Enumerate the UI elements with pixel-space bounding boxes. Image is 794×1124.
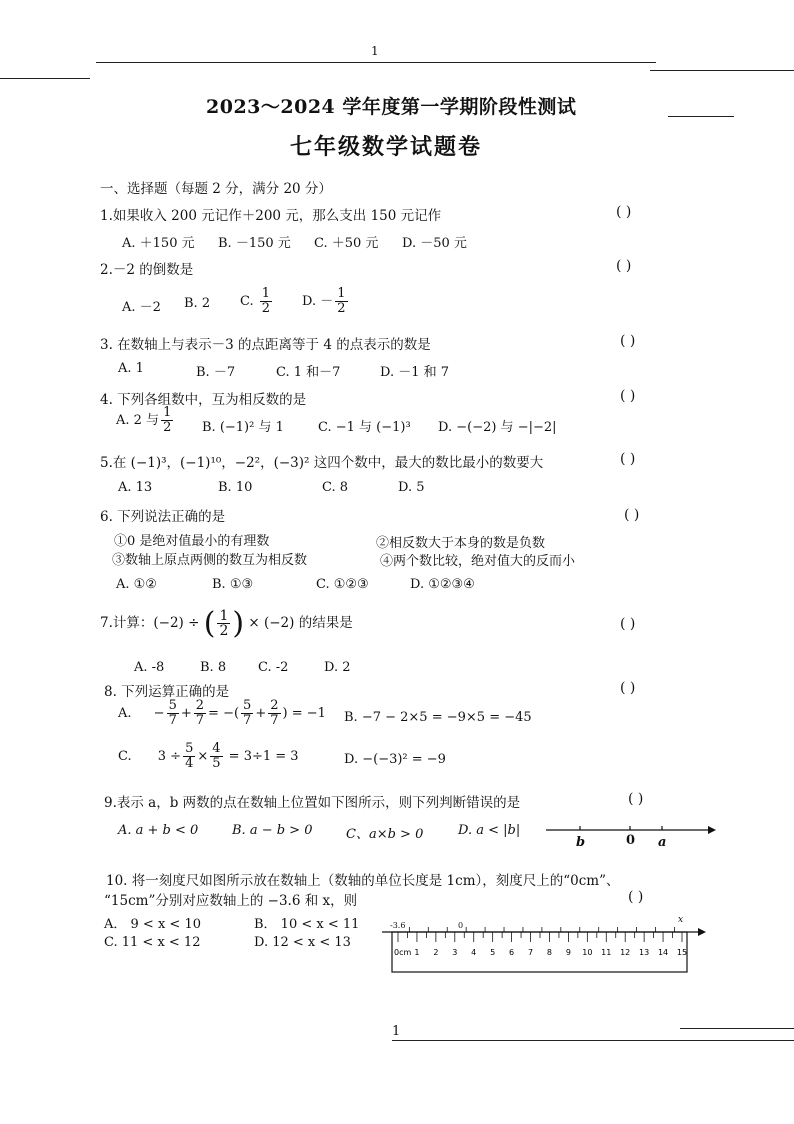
fraction: $\frac{2}{7}$ <box>270 698 279 728</box>
q8-option-b[interactable]: B. −7 − 2×5 = −9×5 = −45 <box>344 710 532 725</box>
fraction: $\frac{5}{7}$ <box>243 698 252 728</box>
q8-option-a-label: A. <box>118 706 132 721</box>
q6-statement-3: ③数轴上原点两侧的数互为相反数 <box>112 553 308 568</box>
q2-option-a[interactable]: A. －2 <box>122 300 161 315</box>
denominator: 2 <box>261 301 271 316</box>
page-number-bottom: 1 <box>392 1024 401 1039</box>
q4-option-a-label: A. 2 与 <box>116 413 160 428</box>
q8-option-c[interactable]: C. 3 ÷ $\frac{5}{4}$ × $\frac{4}{5}$ = 3÷1 = 3 <box>118 741 299 771</box>
q8-option-a-tail: = −1 <box>291 706 326 721</box>
denominator: 2 <box>337 301 346 316</box>
ruler-figure <box>382 922 712 974</box>
ruler-label: 3 <box>452 948 458 957</box>
question-10-stem-line1: 10. 将一刻度尺如图所示放在数轴上（数轴的单位长度是 1cm），刻度尺上的“0cm”、 <box>106 873 620 889</box>
exam-title: 2023～2024 学年度第一学期阶段性测试 <box>206 96 577 118</box>
q2-option-c[interactable] <box>240 287 274 316</box>
fraction: $\frac{4}{5}$ <box>212 741 221 771</box>
q8-option-a[interactable]: A. − $\frac{5}{7}$ + $\frac{2}{7}$ = −( $\frac{5}{7}$ + $\frac{2}{7}$ ) = −1 <box>118 698 326 728</box>
ruler-label: 2 <box>433 948 439 957</box>
axis-label-neg3.6: -3.6 <box>390 921 406 930</box>
top-rule-right <box>650 70 794 71</box>
q5-option-a[interactable]: A. 13 <box>118 480 153 495</box>
bottom-rule <box>392 1040 794 1041</box>
fraction <box>217 609 230 638</box>
q5-option-c[interactable]: C. 8 <box>322 480 349 495</box>
q2-option-b[interactable]: B. 2 <box>184 296 211 311</box>
denominator: 2 <box>163 420 172 435</box>
top-rule <box>96 62 656 63</box>
question-8-stem: 8. 下列运算正确的是 <box>104 684 230 700</box>
section-heading: 一、选择题（每题 2 分，满分 20 分） <box>100 181 332 197</box>
q10-option-c[interactable]: C. 11 < x < 12 <box>104 935 201 950</box>
axis-label-b: b <box>576 835 586 850</box>
q5-option-d[interactable]: D. 5 <box>398 480 425 495</box>
question-7-stem: 7.计算：(−2) ÷ ( $\frac{1}{2}$ ) × (−2) 的结果是 <box>100 606 353 641</box>
ruler-label: 11 <box>601 948 612 957</box>
exam-subtitle: 七年级数学试题卷 <box>290 134 483 160</box>
ruler-label: 0cm <box>394 948 412 957</box>
q7-stem-post: × (−2) 的结果是 <box>248 615 353 631</box>
axis-arrow <box>708 826 716 834</box>
ruler-label: 8 <box>546 948 553 957</box>
denominator: 2 <box>219 623 229 639</box>
ruler-ticks <box>398 932 682 942</box>
q8-option-d[interactable]: D. −(−3)² = −9 <box>344 752 446 767</box>
ruler-label: 13 <box>639 948 650 957</box>
numerator: 1 <box>261 286 271 301</box>
q6-option-a[interactable]: A. ①② <box>116 577 157 592</box>
axis-label-x: x <box>678 915 684 925</box>
ruler-label: 7 <box>527 948 534 957</box>
number-axis-arrow <box>698 928 706 936</box>
ruler-label: 5 <box>490 948 496 957</box>
answer-blank-4[interactable]: ( ) <box>620 388 636 404</box>
ruler-labels <box>394 948 687 957</box>
q3-option-d[interactable]: D. －1 和 7 <box>380 365 450 380</box>
q9-option-c[interactable]: C、a×b > 0 <box>346 827 424 842</box>
q2-option-d[interactable] <box>302 287 350 316</box>
answer-blank-7[interactable]: ( ) <box>620 616 636 632</box>
q2-option-c-label: C. <box>240 294 258 309</box>
bottom-rule-short <box>680 1028 794 1029</box>
q6-option-c[interactable]: C. ①②③ <box>316 577 369 592</box>
q3-option-b[interactable]: B. －7 <box>196 365 236 380</box>
axis-ticks <box>409 927 674 932</box>
q4-option-a[interactable] <box>116 406 175 435</box>
q3-option-c[interactable]: C. 1 和－7 <box>276 365 341 380</box>
numerator: 1 <box>163 405 172 420</box>
ruler-label: 9 <box>565 948 571 957</box>
axis-label-0: 0 <box>626 833 636 848</box>
question-2-stem: 2.－2 的倒数是 <box>100 262 194 278</box>
question-1-stem: 1.如果收入 200 元记作＋200 元，那么支出 150 元记作 <box>100 208 442 224</box>
q9-option-a[interactable]: A. a + b < 0 <box>118 823 199 838</box>
q7-stem-pre: 7.计算：(−2) ÷ <box>100 615 200 631</box>
q8-option-c-label: C. <box>118 749 132 764</box>
q10-option-b[interactable]: B． 10 < x < 11 <box>254 917 360 932</box>
answer-blank-2[interactable]: ( ) <box>616 258 632 274</box>
q1-option-d[interactable]: D. －50 元 <box>402 236 467 251</box>
q7-option-d[interactable]: D. 2 <box>324 660 351 675</box>
numerator: 1 <box>337 286 346 301</box>
ruler-label: 12 <box>620 948 631 957</box>
ruler-label: 10 <box>582 948 593 957</box>
page-number-top: 1 <box>371 44 379 58</box>
fraction <box>161 406 173 435</box>
q2-option-d-label: D. － <box>302 294 334 309</box>
answer-blank-9[interactable]: ( ) <box>628 791 644 807</box>
q9-option-b[interactable]: B. a − b > 0 <box>232 823 313 838</box>
fraction <box>335 287 347 316</box>
q3-option-a[interactable]: A. 1 <box>118 361 144 376</box>
fraction: $\frac{5}{7}$ <box>168 698 177 728</box>
question-6-stem: 6. 下列说法正确的是 <box>100 509 226 525</box>
question-10-stem-line2: “15cm”分别对应数轴上的 −3.6 和 x，则 <box>104 893 358 909</box>
answer-blank-3[interactable]: ( ) <box>620 333 636 349</box>
fraction: $\frac{2}{7}$ <box>195 698 205 728</box>
q10-option-a[interactable]: A． 9 < x < 10 <box>104 917 201 932</box>
answer-blank-1[interactable]: ( ) <box>616 204 632 220</box>
q4-option-b[interactable]: B. (−1)² 与 1 <box>202 420 284 435</box>
q6-statement-4: ④两个数比较，绝对值大的反而小 <box>380 554 576 569</box>
q4-option-c[interactable]: C. −1 与 (−1)³ <box>318 420 411 435</box>
fraction: $\frac{5}{4}$ <box>185 741 194 771</box>
q7-option-b[interactable]: B. 8 <box>200 660 227 675</box>
q7-option-a[interactable]: A. -8 <box>134 660 165 675</box>
answer-blank-5[interactable]: ( ) <box>620 451 636 467</box>
top-rule-left <box>0 78 90 79</box>
q7-option-c[interactable]: C. -2 <box>258 660 289 675</box>
question-4-stem: 4. 下列各组数中，互为相反数的是 <box>100 392 307 408</box>
question-3-stem: 3. 在数轴上与表示－3 的点距离等于 4 的点表示的数是 <box>100 337 431 353</box>
ruler-label: 15 <box>676 948 688 957</box>
q1-option-b[interactable]: B. －150 元 <box>218 236 291 251</box>
axis-label-a: a <box>658 835 667 850</box>
answer-blank-10[interactable]: ( ) <box>628 889 644 905</box>
q6-option-d[interactable]: D. ①②③④ <box>410 577 475 592</box>
question-9-stem: 9.表示 a，b 两数的点在数轴上位置如下图所示，则下列判断错误的是 <box>104 795 521 811</box>
q10-option-d[interactable]: D. 12 < x < 13 <box>254 935 351 950</box>
answer-blank-8[interactable]: ( ) <box>620 680 636 696</box>
q6-statement-2: ②相反数大于本身的数是负数 <box>376 536 546 551</box>
q1-option-c[interactable]: C. ＋50 元 <box>314 236 379 251</box>
numerator: 1 <box>219 608 229 624</box>
fraction <box>260 287 272 316</box>
q9-option-d[interactable]: D. a < |b| <box>458 823 521 838</box>
ruler-label: 14 <box>657 948 669 957</box>
q1-option-a[interactable]: A. ＋150 元 <box>122 236 195 251</box>
q4-option-d[interactable]: D. −(−2) 与 −|−2| <box>438 420 557 435</box>
q6-option-b[interactable]: B. ①③ <box>212 577 254 592</box>
answer-blank-6[interactable]: ( ) <box>624 507 640 523</box>
ruler-label: 4 <box>471 948 477 957</box>
ruler-label: 6 <box>509 948 515 957</box>
question-5-stem: 5.在 (−1)³，(−1)¹⁰，−2²，(−3)² 这四个数中，最大的数比最小的数要大 <box>100 455 544 471</box>
ruler-label: 1 <box>414 948 420 957</box>
q8-option-c-tail: = 3÷1 = 3 <box>228 749 299 764</box>
axis-label-zero: 0 <box>458 921 464 930</box>
q5-option-b[interactable]: B. 10 <box>218 480 253 495</box>
top-rule-short <box>668 116 734 117</box>
q6-statement-1: ①0 是绝对值最小的有理数 <box>114 534 270 549</box>
